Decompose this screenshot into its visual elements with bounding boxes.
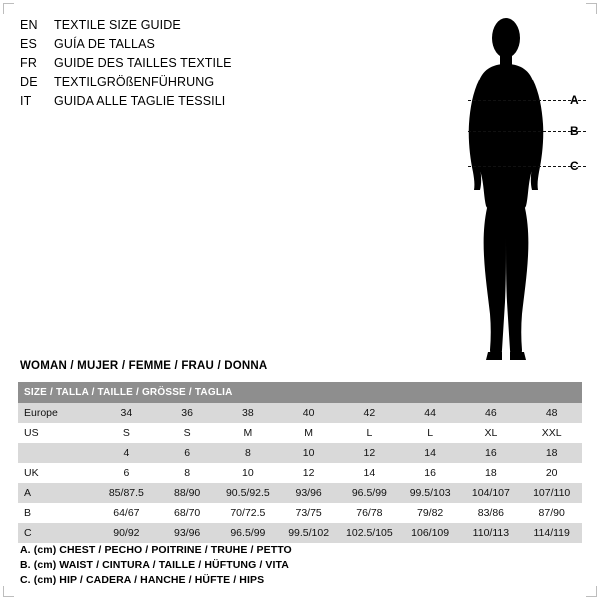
cell: 36 xyxy=(157,403,218,423)
cell: 85/87.5 xyxy=(96,483,157,503)
cell: 48 xyxy=(521,403,582,423)
language-row-fr xyxy=(20,54,350,73)
cell: 87/90 xyxy=(521,503,582,523)
cell: 83/86 xyxy=(461,503,522,523)
cell: M xyxy=(278,423,339,443)
cell: 8 xyxy=(157,463,218,483)
table-row xyxy=(18,443,582,463)
cell: 79/82 xyxy=(400,503,461,523)
cell: 70/72.5 xyxy=(218,503,279,523)
language-row-en xyxy=(20,16,350,35)
table-header-row xyxy=(18,382,582,403)
cell: 88/90 xyxy=(157,483,218,503)
corner-mark-top-left xyxy=(3,3,14,14)
cell: 99.5/103 xyxy=(400,483,461,503)
corner-mark-bottom-left xyxy=(3,586,14,597)
row-label-a: A xyxy=(18,483,96,503)
row-label-us: US xyxy=(18,423,96,443)
cell: XXL xyxy=(521,423,582,443)
language-title-de: TEXTILGRÖßENFÜHRUNG xyxy=(54,75,215,89)
cell: 73/75 xyxy=(278,503,339,523)
row-label-uk: UK xyxy=(18,463,96,483)
cell: 40 xyxy=(278,403,339,423)
note-c: C. (cm) HIP / CADERA / HANCHE / HÜFTE / HIPS xyxy=(20,574,265,586)
cell: 12 xyxy=(339,443,400,463)
measure-label-c: C xyxy=(570,159,579,173)
row-label-us-numeric xyxy=(18,443,96,463)
size-table xyxy=(18,382,582,543)
table-header-label: SIZE / TALLA / TAILLE / GRÖSSE / TAGLIA xyxy=(18,382,582,403)
row-label-c: C xyxy=(18,523,96,543)
language-row-it xyxy=(20,92,350,111)
table-row xyxy=(18,403,582,423)
language-title-es: GUÍA DE TALLAS xyxy=(54,37,155,51)
cell: 6 xyxy=(157,443,218,463)
cell: S xyxy=(96,423,157,443)
cell: 16 xyxy=(400,463,461,483)
cell: 90/92 xyxy=(96,523,157,543)
cell: 104/107 xyxy=(461,483,522,503)
measure-label-b: B xyxy=(570,124,579,138)
cell: 106/109 xyxy=(400,523,461,543)
language-code-es: ES xyxy=(20,37,38,51)
cell: L xyxy=(339,423,400,443)
category-caption: WOMAN / MUJER / FEMME / FRAU / DONNA xyxy=(20,360,268,372)
cell: 38 xyxy=(218,403,279,423)
language-row-de xyxy=(20,73,350,92)
language-code-fr: FR xyxy=(20,56,38,70)
cell: 96.5/99 xyxy=(218,523,279,543)
cell: 96.5/99 xyxy=(339,483,400,503)
table-row xyxy=(18,503,582,523)
measure-label-a: A xyxy=(570,93,579,107)
cell: 93/96 xyxy=(278,483,339,503)
cell: 42 xyxy=(339,403,400,423)
female-body-figure xyxy=(430,8,590,368)
language-code-de: DE xyxy=(20,75,38,89)
cell: 14 xyxy=(400,443,461,463)
language-title-it: GUIDA ALLE TAGLIE TESSILI xyxy=(54,94,226,108)
cell: 10 xyxy=(218,463,279,483)
cell: 46 xyxy=(461,403,522,423)
language-title-en: TEXTILE SIZE GUIDE xyxy=(54,18,181,32)
cell: 102.5/105 xyxy=(339,523,400,543)
cell: 8 xyxy=(218,443,279,463)
cell: 20 xyxy=(521,463,582,483)
cell: 18 xyxy=(521,443,582,463)
language-code-en: EN xyxy=(20,18,38,32)
cell: 34 xyxy=(96,403,157,423)
measurement-notes xyxy=(20,543,560,588)
cell: 64/67 xyxy=(96,503,157,523)
cell: 6 xyxy=(96,463,157,483)
cell: 76/78 xyxy=(339,503,400,523)
female-silhouette-icon xyxy=(430,8,590,368)
language-header-list xyxy=(20,16,350,111)
row-label-europe: Europe xyxy=(18,403,96,423)
cell: L xyxy=(400,423,461,443)
cell: 14 xyxy=(339,463,400,483)
cell: 90.5/92.5 xyxy=(218,483,279,503)
cell: XL xyxy=(461,423,522,443)
corner-mark-bottom-right xyxy=(586,586,597,597)
note-b: B. (cm) WAIST / CINTURA / TAILLE / HÜFTUNG / VITA xyxy=(20,559,289,571)
table-row xyxy=(18,523,582,543)
cell: 107/110 xyxy=(521,483,582,503)
cell: 44 xyxy=(400,403,461,423)
cell: 110/113 xyxy=(461,523,522,543)
cell: 93/96 xyxy=(157,523,218,543)
cell: S xyxy=(157,423,218,443)
cell: 68/70 xyxy=(157,503,218,523)
cell: 10 xyxy=(278,443,339,463)
table-row xyxy=(18,423,582,443)
language-row-es xyxy=(20,35,350,54)
cell: 16 xyxy=(461,443,522,463)
cell: 18 xyxy=(461,463,522,483)
row-label-b: B xyxy=(18,503,96,523)
cell: 114/119 xyxy=(521,523,582,543)
cell: M xyxy=(218,423,279,443)
language-code-it: IT xyxy=(20,94,32,108)
table-row xyxy=(18,463,582,483)
cell: 12 xyxy=(278,463,339,483)
note-a: A. (cm) CHEST / PECHO / POITRINE / TRUHE / PETTO xyxy=(20,544,292,556)
table-row xyxy=(18,483,582,503)
cell: 4 xyxy=(96,443,157,463)
cell: 99.5/102 xyxy=(278,523,339,543)
language-title-fr: GUIDE DES TAILLES TEXTILE xyxy=(54,56,232,70)
